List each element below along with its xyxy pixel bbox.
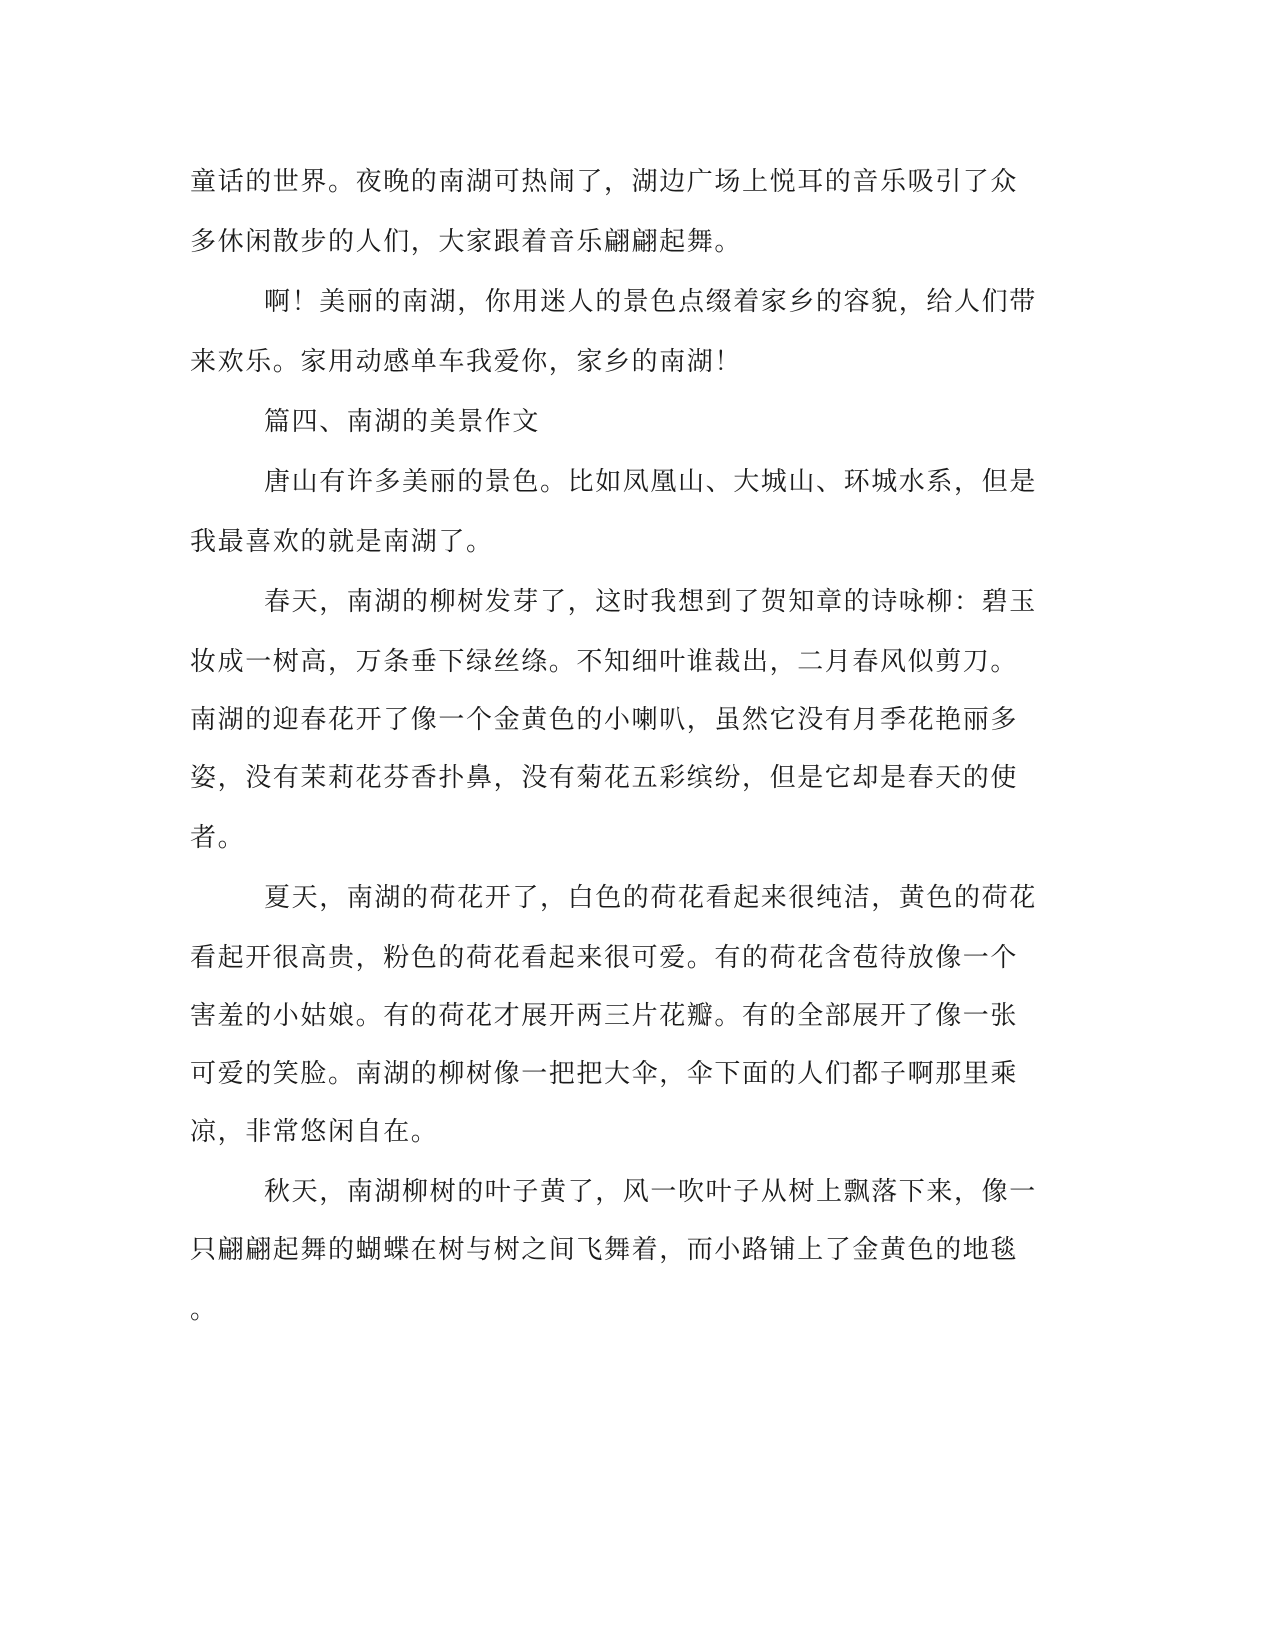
paragraph-first-line: 春天，南湖的柳树发芽了，这时我想到了贺知章的诗咏柳：碧玉 [264,587,1037,617]
section-heading: 篇四、南湖的美景作文 [264,407,541,437]
text-line: 妆成一树高，万条垂下绿丝绦。不知细叶谁裁出，二月春风似剪刀。 [190,647,1019,677]
text-line: 害羞的小姑娘。有的荷花才展开两三片花瓣。有的全部展开了像一张 [190,1001,1019,1031]
text-line: 姿，没有茉莉花芬香扑鼻，没有菊花五彩缤纷，但是它却是春天的使 [190,763,1019,793]
text-line: 者。 [190,823,246,853]
text-line: 可爱的笑脸。南湖的柳树像一把把大伞，伞下面的人们都子啊那里乘 [190,1059,1019,1089]
paragraph-first-line: 啊！美丽的南湖，你用迷人的景色点缀着家乡的容貌，给人们带 [264,287,1037,317]
text-line: 多休闲散步的人们，大家跟着音乐翩翩起舞。 [190,227,743,257]
text-line: 南湖的迎春花开了像一个金黄色的小喇叭，虽然它没有月季花艳丽多 [190,705,1019,735]
paragraph-first-line: 夏天，南湖的荷花开了，白色的荷花看起来很纯洁，黄色的荷花 [264,883,1037,913]
text-line: 凉，非常悠闲自在。 [190,1117,439,1147]
paragraph-first-line: 唐山有许多美丽的景色。比如凤凰山、大城山、环城水系，但是 [264,467,1037,497]
text-line: 我最喜欢的就是南湖了。 [190,527,494,557]
text-line: 看起开很高贵，粉色的荷花看起来很可爱。有的荷花含苞待放像一个 [190,943,1019,973]
text-line: 。 [190,1295,218,1325]
paragraph-first-line: 秋天，南湖柳树的叶子黄了，风一吹叶子从树上飘落下来，像一 [264,1177,1037,1207]
text-line: 只翩翩起舞的蝴蝶在树与树之间飞舞着，而小路铺上了金黄色的地毯 [190,1235,1019,1265]
text-line: 童话的世界。夜晚的南湖可热闹了，湖边广场上悦耳的音乐吸引了众 [190,167,1019,197]
text-line: 来欢乐。家用动感单车我爱你，家乡的南湖！ [190,347,743,377]
